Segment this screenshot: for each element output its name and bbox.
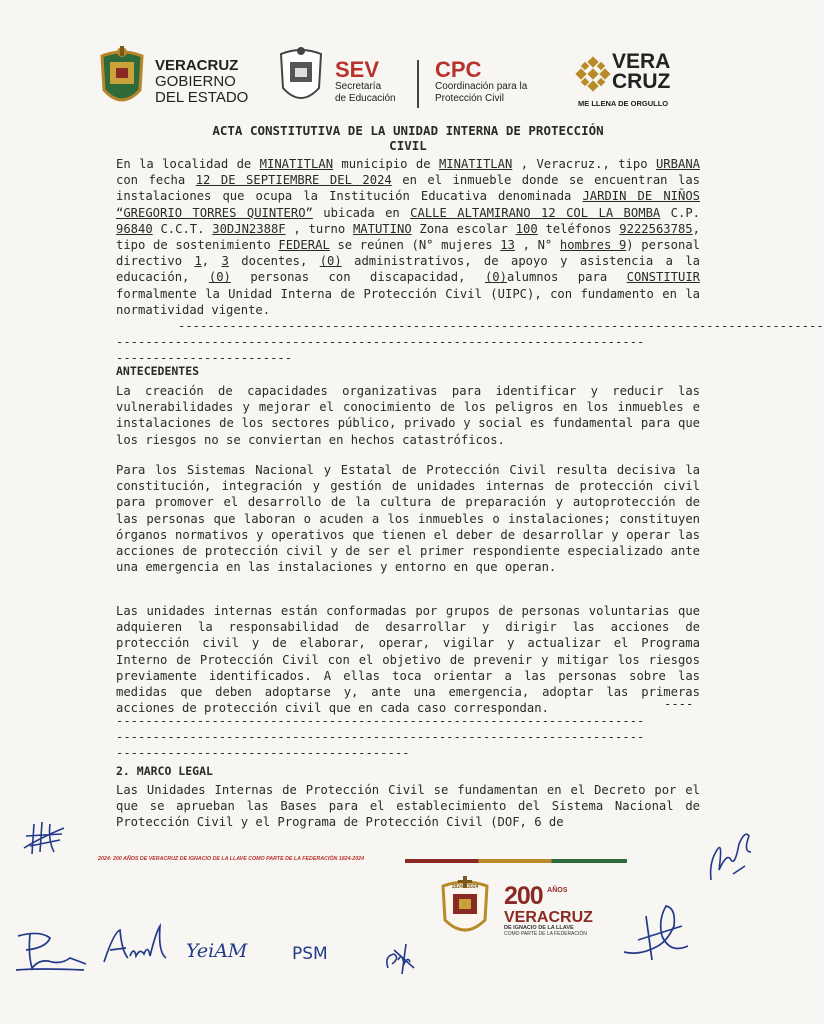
cpc-logo-text xyxy=(435,58,527,104)
intro-text: municipio de xyxy=(333,157,439,171)
bicentenario-sub2: COMO PARTE DE LA FEDERACIÓN xyxy=(504,930,587,937)
veracruz-coat-of-arms-icon xyxy=(96,46,148,112)
veracruz-brand-line1: VERA xyxy=(612,50,671,73)
antecedentes-heading: ANTECEDENTES xyxy=(116,364,200,378)
intro-text: administrativos, de apoyo y asistencia a la educación, xyxy=(116,254,701,285)
signature-6 xyxy=(618,896,692,970)
gobierno-line2: GOBIERNO xyxy=(155,72,236,90)
field-sostenimiento: FEDERAL xyxy=(278,238,330,253)
bicentenario-number: 200 xyxy=(504,882,543,910)
intro-text: ) personal directivo xyxy=(116,238,701,269)
antecedentes-dash-line4: ---------------------------------------- xyxy=(116,746,410,760)
intro-text: , turno xyxy=(285,221,353,236)
intro-text: , xyxy=(201,254,222,269)
gobierno-line1: VERACRUZ xyxy=(155,57,239,74)
footer-color-band xyxy=(405,859,627,863)
antecedentes-para2-box xyxy=(116,462,700,575)
intro-text: , N° xyxy=(514,238,560,253)
bicentenario-anos: AÑOS xyxy=(547,887,568,894)
antecedentes-dash-line3: ------------------------------------------------------------------------ xyxy=(116,730,645,744)
field-institucion: JARDIN DE NIÑOS “GREGORIO TORRES QUINTERO” xyxy=(116,189,701,220)
sev-sub2: de Educación xyxy=(335,92,396,104)
veracruz-flower-icon xyxy=(577,58,609,90)
intro-text: En la localidad de xyxy=(116,157,260,171)
intro-text: teléfonos xyxy=(537,221,620,236)
signature-5 xyxy=(380,938,420,978)
intro-text: con fecha xyxy=(116,173,196,188)
field-directivo: 1 xyxy=(194,254,202,269)
field-proposito: CONSTITUIR xyxy=(626,270,701,285)
antecedentes-para1-box xyxy=(116,383,700,448)
document-title xyxy=(116,123,700,153)
intro-text: C.P. xyxy=(660,205,700,220)
sev-logo-text xyxy=(335,58,396,104)
bicentenario-footer-text: 2024: 200 AÑOS DE VERACRUZ DE IGNACIO DE LA LLAVE COMO PARTE DE LA FEDERACIÓN 1824-2024 xyxy=(98,856,365,862)
intro-text: docentes, xyxy=(228,254,320,269)
bicentenario-sub1: DE IGNACIO DE LA LLAVE xyxy=(504,925,574,931)
antecedentes-dash-tail: ---- xyxy=(664,697,694,711)
gobierno-logo-text xyxy=(155,58,248,105)
intro-text: ubicada en xyxy=(312,205,411,220)
marco-legal-heading: 2. MARCO LEGAL xyxy=(116,764,213,778)
signature-margin-right xyxy=(705,822,759,892)
intro-text: alumnos para xyxy=(506,270,627,285)
antecedentes-paragraph-2: Para los Sistemas Nacional y Estatal de Protección Civil resulta decisiva la constitución, integración y gestión de unidades internas de protección civil para promover el desarrollo de la cultura de preparación y autoprotección de las personas que laboran o acuden a los inmuebles o instalaciones; constituyen órganos normativos y operativos que tienen el deber de desarrollar y operar las acciones de protección civil y de ser el primer respondiente especializado ante una emergencia en las instalaciones y entorno en que operan. xyxy=(116,463,700,575)
field-cct: 30DJN2388F xyxy=(212,221,286,236)
intro-text: formalmente la Unidad Interna de Protección Civil (UIPC), con fundamento en la normatividad vigente. xyxy=(116,286,700,317)
intro-dash-line3: ------------------------ xyxy=(116,351,293,365)
antecedentes-paragraph-1: La creación de capacidades organizativas para identificar y reducir las vulnerabilidades y mejorar el conocimiento de los peligros en los inmuebles e instalaciones de los sectores público, privado y social es fundamental para que los riesgos no se conviertan en hechos catastróficos. xyxy=(116,384,700,447)
cpc-sub2: Protección Civil xyxy=(435,92,504,104)
field-localidad: MINATITLAN xyxy=(259,157,334,171)
signature-3: YeiAM xyxy=(186,940,248,962)
antecedentes-para3-box xyxy=(116,603,700,716)
field-discapacidad: (0) xyxy=(208,270,231,285)
field-turno: MATUTINO xyxy=(352,221,412,236)
intro-section xyxy=(116,156,700,318)
gobierno-line3: DEL ESTADO xyxy=(155,88,249,106)
field-alumnos: (0) xyxy=(484,270,507,285)
veracruz-tagline: ME LLENA DE ORGULLO xyxy=(578,99,669,108)
field-municipio: MINATITLAN xyxy=(438,157,513,171)
intro-text: , tipo de sostenimiento xyxy=(116,221,700,253)
veracruz-brand-line2: CRUZ xyxy=(612,69,671,93)
intro-paragraph xyxy=(116,156,700,318)
marco-legal-paragraph: Las Unidades Internas de Protección Civil se fundamentan en el Decreto por el que se aprueban las Bases para el establecimiento del Sistema Nacional de Protección Civil y el Programa de Protección Civil (DOF, 6 de xyxy=(116,783,700,830)
bicentenario-veracruz: VERACRUZ xyxy=(504,909,593,926)
logo-divider xyxy=(417,60,419,108)
cpc-sub1: Coordinación para la xyxy=(435,81,528,93)
marco-legal-box xyxy=(116,782,700,831)
title-line2: CIVIL xyxy=(389,138,427,153)
field-administrativos: (0) xyxy=(319,254,342,269)
field-zona: 100 xyxy=(515,221,538,236)
field-tipo: URBANA xyxy=(655,157,700,171)
signature-margin-left xyxy=(20,818,68,858)
field-hombres: hombres 9 xyxy=(559,238,627,253)
field-cp: 96840 xyxy=(116,221,153,236)
bicentenario-logo xyxy=(504,884,593,937)
antecedentes-dash-line2: ------------------------------------------------------------------------ xyxy=(116,714,645,728)
intro-text: Zona escolar xyxy=(411,221,516,236)
field-telefono: 9222563785 xyxy=(619,221,693,236)
intro-dash-tail: ---------------------------------------------------------------------------------------- xyxy=(178,319,824,333)
intro-dash-line2: ------------------------------------------------------------------------ xyxy=(116,335,645,349)
field-docentes: 3 xyxy=(221,254,229,269)
bicentenario-seal-years: 1824 · 2024 xyxy=(451,884,479,890)
sev-sub1: Secretaría xyxy=(335,81,382,93)
intro-text: personas con discapacidad, xyxy=(230,270,485,285)
header-logos xyxy=(0,44,768,116)
cpc-title: CPC xyxy=(435,57,482,82)
signature-4: PSM xyxy=(292,944,328,964)
field-fecha: 12 DE SEPTIEMBRE DEL 2024 xyxy=(195,173,392,188)
intro-text: se reúnen (N° mujeres xyxy=(329,238,501,253)
antecedentes-paragraph-3: Las unidades internas están conformadas por grupos de personas voluntarias que adquieren la responsabilidad de desarrollar y dirigir las acciones de protección civil y de elaborar, operar, vigilar y actualizar el Programa Interno de Protección Civil con el objetivo de prevenir y mitigar los riesgos previamente identificados. A ellas toca orientar a las personas sobre las medidas que deben adoptarse y, ante una emergencia, adoptar las primeras acciones de protección civil que en cada caso correspondan. xyxy=(116,604,700,716)
veracruz-brand-text xyxy=(612,52,670,92)
intro-text: , Veracruz., tipo xyxy=(512,157,656,171)
field-ubicacion: CALLE ALTAMIRANO 12 COL LA BOMBA xyxy=(410,205,661,220)
title-line1: ACTA CONSTITUTIVA DE LA UNIDAD INTERNA DE PROTECCIÓN xyxy=(212,123,604,138)
intro-text: en el inmueble donde se encuentran las instalaciones que ocupa la Institución Educativa denominada xyxy=(116,173,700,204)
field-mujeres: 13 xyxy=(500,238,515,253)
signature-1 xyxy=(10,918,90,978)
signature-2 xyxy=(100,922,172,974)
intro-text: C.C.T. xyxy=(152,221,213,236)
sev-title: SEV xyxy=(335,57,380,82)
sev-seal-icon xyxy=(276,46,326,110)
